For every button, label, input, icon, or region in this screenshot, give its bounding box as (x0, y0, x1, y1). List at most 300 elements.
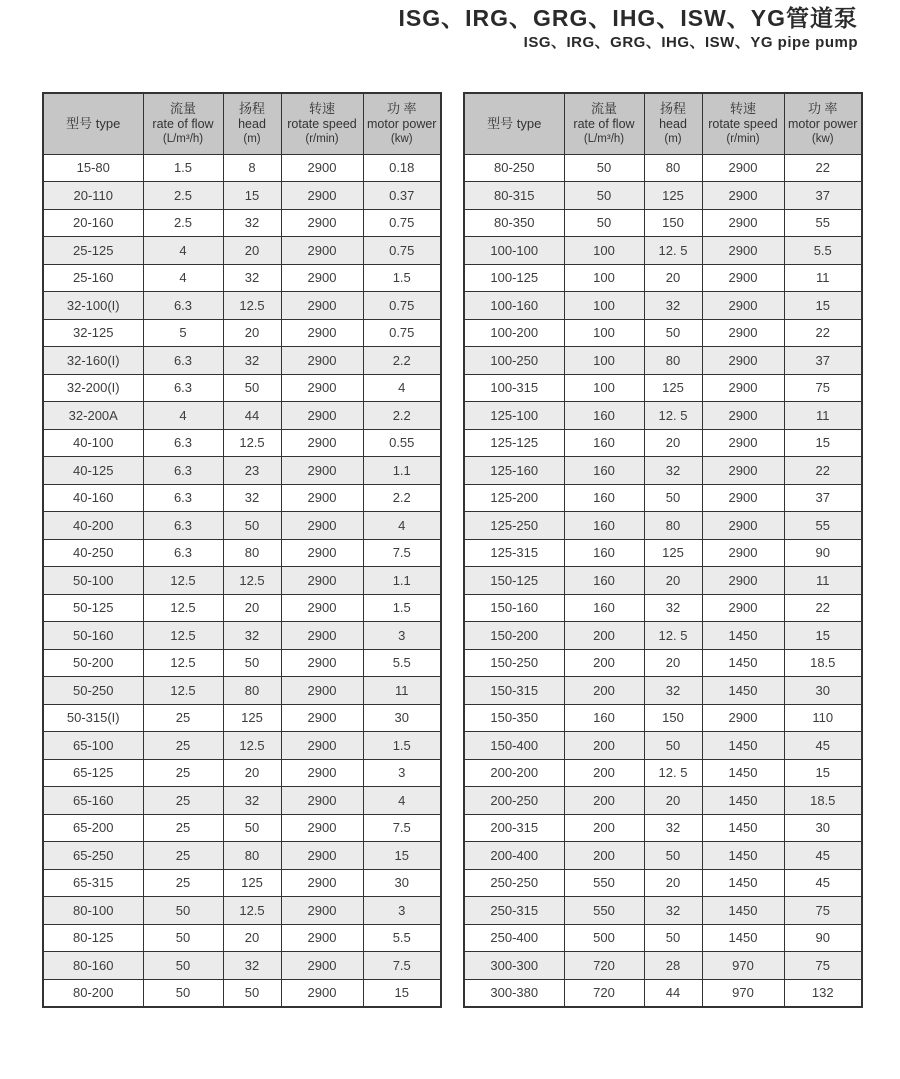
cell: 200 (564, 649, 644, 677)
cell: 20 (223, 759, 281, 787)
cell: 20 (644, 869, 702, 897)
table-row (43, 649, 441, 677)
cell: 80 (223, 842, 281, 870)
cell: 12. 5 (644, 402, 702, 430)
cell: 250-315 (464, 897, 564, 925)
cell: 1450 (702, 787, 784, 815)
table-row (464, 924, 862, 952)
cell: 18.5 (784, 787, 862, 815)
cell: 3 (363, 897, 441, 925)
col-header-power: 功 率 motor power (kw) (363, 93, 441, 154)
col-header-head: 扬程 head (m) (644, 93, 702, 154)
table-row (43, 264, 441, 292)
cell: 2900 (281, 512, 363, 540)
col-header-speed: 转速 rotate speed (r/min) (281, 93, 363, 154)
table-row (43, 457, 441, 485)
table-row (43, 567, 441, 595)
cell: 100-315 (464, 374, 564, 402)
cell: 100 (564, 319, 644, 347)
cell: 50 (223, 649, 281, 677)
cell: 37 (784, 484, 862, 512)
cell: 160 (564, 512, 644, 540)
cell: 6.3 (143, 429, 223, 457)
table-row (464, 457, 862, 485)
cell: 50 (644, 732, 702, 760)
table-row (464, 814, 862, 842)
cell: 2900 (281, 897, 363, 925)
table-row (43, 842, 441, 870)
cell: 2900 (702, 484, 784, 512)
table-row (43, 347, 441, 375)
cell: 50-250 (43, 677, 143, 705)
cell: 15 (784, 292, 862, 320)
cell: 11 (363, 677, 441, 705)
cell: 25 (143, 814, 223, 842)
cell: 50-100 (43, 567, 143, 595)
cell: 160 (564, 567, 644, 595)
cell: 2900 (281, 567, 363, 595)
cell: 80 (223, 539, 281, 567)
cell: 200 (564, 622, 644, 650)
cell: 500 (564, 924, 644, 952)
cell: 2900 (702, 237, 784, 265)
cell: 4 (363, 374, 441, 402)
table-body-left (43, 154, 441, 1007)
table-row (464, 869, 862, 897)
cell: 200-315 (464, 814, 564, 842)
cell: 2900 (281, 594, 363, 622)
cell: 2900 (702, 374, 784, 402)
cell: 50 (564, 182, 644, 210)
cell: 250-250 (464, 869, 564, 897)
cell: 2900 (281, 402, 363, 430)
cell: 2900 (702, 347, 784, 375)
cell: 11 (784, 567, 862, 595)
cell: 12. 5 (644, 759, 702, 787)
cell: 15 (223, 182, 281, 210)
table-body-right (464, 154, 862, 1007)
cell: 1450 (702, 732, 784, 760)
spec-table-right (463, 92, 863, 1008)
cell: 100-160 (464, 292, 564, 320)
table-row (464, 594, 862, 622)
cell: 110 (784, 704, 862, 732)
cell: 2900 (281, 787, 363, 815)
cell: 20 (223, 237, 281, 265)
cell: 12.5 (223, 429, 281, 457)
cell: 40-200 (43, 512, 143, 540)
cell: 2900 (281, 237, 363, 265)
table-row (464, 429, 862, 457)
table-row (43, 292, 441, 320)
cell: 11 (784, 402, 862, 430)
cell: 32-125 (43, 319, 143, 347)
cell: 2.5 (143, 209, 223, 237)
cell: 45 (784, 869, 862, 897)
cell: 2900 (281, 759, 363, 787)
cell: 2900 (281, 457, 363, 485)
cell: 30 (363, 869, 441, 897)
cell: 160 (564, 704, 644, 732)
cell: 1450 (702, 869, 784, 897)
cell: 20 (644, 567, 702, 595)
cell: 1.1 (363, 457, 441, 485)
cell: 12.5 (143, 567, 223, 595)
cell: 25-125 (43, 237, 143, 265)
cell: 30 (784, 677, 862, 705)
cell: 65-200 (43, 814, 143, 842)
cell: 20 (223, 924, 281, 952)
cell: 50-125 (43, 594, 143, 622)
table-row (464, 787, 862, 815)
cell: 125-160 (464, 457, 564, 485)
table-row (43, 759, 441, 787)
col-header-head: 扬程 head (m) (223, 93, 281, 154)
title-block (399, 4, 858, 53)
cell: 200 (564, 787, 644, 815)
cell: 2900 (281, 869, 363, 897)
cell: 12.5 (143, 622, 223, 650)
cell: 2900 (702, 594, 784, 622)
cell: 150-350 (464, 704, 564, 732)
cell: 6.3 (143, 484, 223, 512)
cell: 100 (564, 237, 644, 265)
cell: 125-250 (464, 512, 564, 540)
cell: 2900 (702, 567, 784, 595)
cell: 50 (223, 374, 281, 402)
cell: 6.3 (143, 512, 223, 540)
table-row (464, 292, 862, 320)
cell: 37 (784, 347, 862, 375)
cell: 2900 (281, 979, 363, 1007)
cell: 1450 (702, 814, 784, 842)
table-row (43, 319, 441, 347)
cell: 32 (223, 264, 281, 292)
table-row (464, 897, 862, 925)
cell: 200 (564, 732, 644, 760)
table-row (464, 402, 862, 430)
cell: 50 (564, 209, 644, 237)
cell: 12. 5 (644, 237, 702, 265)
table-row (464, 154, 862, 182)
cell: 100-200 (464, 319, 564, 347)
table-row (43, 154, 441, 182)
cell: 0.75 (363, 237, 441, 265)
table-row (464, 374, 862, 402)
cell: 32-200(I) (43, 374, 143, 402)
cell: 2.2 (363, 402, 441, 430)
table-row (464, 704, 862, 732)
cell: 80-350 (464, 209, 564, 237)
cell: 160 (564, 539, 644, 567)
cell: 0.75 (363, 319, 441, 347)
cell: 40-100 (43, 429, 143, 457)
cell: 7.5 (363, 952, 441, 980)
cell: 65-100 (43, 732, 143, 760)
cell: 125-315 (464, 539, 564, 567)
cell: 1450 (702, 649, 784, 677)
cell: 2.5 (143, 182, 223, 210)
cell: 2900 (281, 924, 363, 952)
cell: 1.5 (143, 154, 223, 182)
cell: 15 (784, 759, 862, 787)
cell: 1450 (702, 924, 784, 952)
cell: 100-125 (464, 264, 564, 292)
cell: 2900 (281, 484, 363, 512)
cell: 25 (143, 787, 223, 815)
cell: 75 (784, 374, 862, 402)
cell: 44 (223, 402, 281, 430)
cell: 12.5 (223, 567, 281, 595)
cell: 50 (143, 897, 223, 925)
table-row (43, 237, 441, 265)
cell: 160 (564, 594, 644, 622)
cell: 25 (143, 704, 223, 732)
cell: 32 (223, 484, 281, 512)
cell: 125 (223, 869, 281, 897)
cell: 160 (564, 429, 644, 457)
cell: 2900 (281, 704, 363, 732)
cell: 22 (784, 457, 862, 485)
cell: 75 (784, 952, 862, 980)
page-subtitle: ISG、IRG、GRG、IHG、ISW、YG pipe pump (523, 34, 858, 51)
cell: 50-160 (43, 622, 143, 650)
cell: 15-80 (43, 154, 143, 182)
cell: 4 (363, 787, 441, 815)
cell: 32 (223, 622, 281, 650)
table-row (464, 237, 862, 265)
cell: 1450 (702, 897, 784, 925)
table-row (464, 319, 862, 347)
col-header-type: 型号 type (464, 93, 564, 154)
cell: 32 (644, 292, 702, 320)
cell: 160 (564, 402, 644, 430)
table-row (43, 209, 441, 237)
cell: 2900 (702, 182, 784, 210)
cell: 2900 (281, 209, 363, 237)
tables-container (42, 92, 863, 1008)
cell: 2900 (281, 429, 363, 457)
cell: 20 (644, 649, 702, 677)
cell: 65-250 (43, 842, 143, 870)
cell: 2900 (281, 952, 363, 980)
table-row (43, 869, 441, 897)
cell: 2900 (281, 539, 363, 567)
cell: 50 (644, 484, 702, 512)
cell: 160 (564, 484, 644, 512)
cell: 2900 (702, 429, 784, 457)
cell: 4 (363, 512, 441, 540)
cell: 200 (564, 677, 644, 705)
cell: 2900 (281, 814, 363, 842)
table-row (43, 897, 441, 925)
cell: 150-200 (464, 622, 564, 650)
cell: 2900 (702, 704, 784, 732)
cell: 2900 (281, 154, 363, 182)
cell: 250-400 (464, 924, 564, 952)
cell: 6.3 (143, 374, 223, 402)
cell: 5.5 (363, 924, 441, 952)
cell: 22 (784, 594, 862, 622)
cell: 50 (143, 952, 223, 980)
cell: 2900 (281, 319, 363, 347)
cell: 100 (564, 264, 644, 292)
cell: 2900 (281, 347, 363, 375)
cell: 100-250 (464, 347, 564, 375)
cell: 4 (143, 237, 223, 265)
cell: 2900 (702, 539, 784, 567)
table-row (464, 677, 862, 705)
cell: 200 (564, 842, 644, 870)
table-row (464, 649, 862, 677)
cell: 7.5 (363, 814, 441, 842)
table-row (43, 622, 441, 650)
cell: 15 (363, 842, 441, 870)
cell: 32 (644, 457, 702, 485)
table-row (43, 539, 441, 567)
cell: 2900 (702, 209, 784, 237)
table-row (43, 787, 441, 815)
cell: 90 (784, 539, 862, 567)
cell: 50 (143, 979, 223, 1007)
cell: 100-100 (464, 237, 564, 265)
col-header-flow: 流量 rate of flow (L/m³/h) (143, 93, 223, 154)
cell: 12.5 (223, 897, 281, 925)
cell: 12.5 (143, 649, 223, 677)
cell: 2900 (281, 264, 363, 292)
cell: 2900 (281, 732, 363, 760)
cell: 44 (644, 979, 702, 1007)
cell: 50 (223, 512, 281, 540)
cell: 45 (784, 732, 862, 760)
cell: 25 (143, 759, 223, 787)
cell: 25-160 (43, 264, 143, 292)
cell: 550 (564, 897, 644, 925)
cell: 45 (784, 842, 862, 870)
table-row (464, 952, 862, 980)
cell: 5.5 (784, 237, 862, 265)
cell: 125 (223, 704, 281, 732)
cell: 32 (223, 787, 281, 815)
cell: 90 (784, 924, 862, 952)
cell: 6.3 (143, 347, 223, 375)
cell: 2900 (281, 292, 363, 320)
cell: 20-160 (43, 209, 143, 237)
cell: 6.3 (143, 292, 223, 320)
cell: 50 (143, 924, 223, 952)
cell: 30 (784, 814, 862, 842)
cell: 3 (363, 622, 441, 650)
cell: 2.2 (363, 484, 441, 512)
table-row (43, 704, 441, 732)
col-header-power: 功 率 motor power (kw) (784, 93, 862, 154)
cell: 40-125 (43, 457, 143, 485)
cell: 1450 (702, 677, 784, 705)
cell: 20 (644, 429, 702, 457)
cell: 50 (644, 319, 702, 347)
cell: 132 (784, 979, 862, 1007)
cell: 5 (143, 319, 223, 347)
cell: 160 (564, 457, 644, 485)
cell: 1.5 (363, 264, 441, 292)
cell: 20 (223, 319, 281, 347)
cell: 15 (784, 429, 862, 457)
cell: 5.5 (363, 649, 441, 677)
table-row (464, 209, 862, 237)
cell: 2900 (702, 402, 784, 430)
cell: 12.5 (143, 677, 223, 705)
cell: 125-125 (464, 429, 564, 457)
cell: 20 (644, 787, 702, 815)
cell: 25 (143, 842, 223, 870)
cell: 50-315(I) (43, 704, 143, 732)
cell: 4 (143, 264, 223, 292)
cell: 300-380 (464, 979, 564, 1007)
cell: 37 (784, 182, 862, 210)
cell: 2900 (702, 292, 784, 320)
cell: 150-160 (464, 594, 564, 622)
cell: 125-200 (464, 484, 564, 512)
cell: 2900 (281, 649, 363, 677)
table-row (464, 484, 862, 512)
cell: 0.55 (363, 429, 441, 457)
cell: 65-125 (43, 759, 143, 787)
cell: 23 (223, 457, 281, 485)
cell: 3 (363, 759, 441, 787)
cell: 1450 (702, 842, 784, 870)
table-header (43, 93, 441, 154)
cell: 150-315 (464, 677, 564, 705)
cell: 32 (223, 209, 281, 237)
table-row (464, 264, 862, 292)
cell: 80-250 (464, 154, 564, 182)
cell: 20-110 (43, 182, 143, 210)
cell: 1.5 (363, 594, 441, 622)
cell: 32 (644, 897, 702, 925)
cell: 2900 (281, 182, 363, 210)
cell: 80-315 (464, 182, 564, 210)
cell: 32-100(I) (43, 292, 143, 320)
cell: 200 (564, 814, 644, 842)
cell: 15 (784, 622, 862, 650)
cell: 0.37 (363, 182, 441, 210)
table-row (464, 347, 862, 375)
cell: 25 (143, 869, 223, 897)
cell: 550 (564, 869, 644, 897)
cell: 80 (644, 154, 702, 182)
table-row (43, 594, 441, 622)
cell: 2900 (702, 512, 784, 540)
table-row (464, 979, 862, 1007)
cell: 2900 (281, 622, 363, 650)
cell: 65-315 (43, 869, 143, 897)
cell: 15 (363, 979, 441, 1007)
cell: 150 (644, 209, 702, 237)
table-row (464, 759, 862, 787)
cell: 32-200A (43, 402, 143, 430)
cell: 11 (784, 264, 862, 292)
cell: 1450 (702, 622, 784, 650)
cell: 2900 (702, 457, 784, 485)
cell: 25 (143, 732, 223, 760)
cell: 125 (644, 539, 702, 567)
table-row (43, 429, 441, 457)
cell: 100 (564, 347, 644, 375)
cell: 2900 (702, 154, 784, 182)
cell: 55 (784, 209, 862, 237)
cell: 28 (644, 952, 702, 980)
cell: 12.5 (143, 594, 223, 622)
